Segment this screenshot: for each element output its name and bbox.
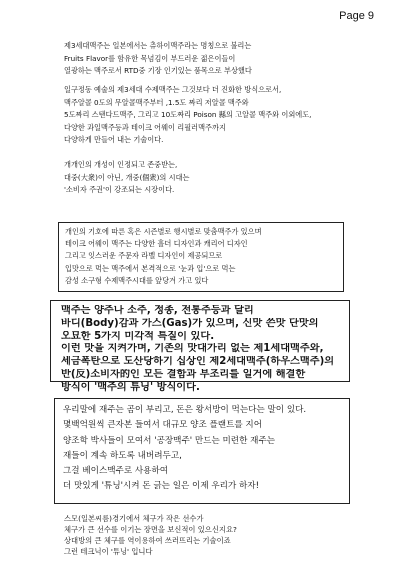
text-line: 열광하는 맥주로서 RTD중 기장 인기있는 품목으로 부상했다	[64, 66, 252, 75]
text-line: 맥주는 양주나 소주, 정종, 전통주등과 달리	[61, 305, 254, 316]
text-line: Fruits Flavor를 함유한 목넘김이 부드러운 젊은이들이	[64, 53, 236, 63]
text-line: 5도짜리 스탠다드맥주, 그리고 10도짜리 Poison 縣의 고알콜 맥주와 이외에도,	[64, 110, 312, 119]
text-line: 그런 테크닉이 '튜닝' 입니다	[64, 547, 153, 556]
text-line: 세금폭탄으로 도산당하기 십상인 제2세대맥주(하우스맥주)의	[61, 356, 335, 368]
page-number: Page 9	[339, 10, 374, 22]
text-line: 다양하게 만들어 내는 기술이다.	[64, 135, 164, 144]
text-line: 방식이 '맥주의 튜닝' 방식이다.	[61, 381, 200, 393]
text-line: 개개인의 개성이 인정되고 존중받는,	[64, 160, 178, 169]
text-line: 다양한 과일맥주등과 테이크 어웨이 리필러맥주까지	[64, 122, 226, 132]
paragraph-third-gen-beer	[64, 40, 360, 78]
text-line: 그리고 잇스러운 주문자 라벨 디자인이 제공되므로	[65, 251, 223, 261]
text-line: '소비자 주권'이 강조되는 시장이다.	[64, 185, 175, 194]
beer-tuning-box	[50, 300, 350, 393]
text-line: 대중(大衆)이 아닌, 개중(個衆)의 시대는	[64, 172, 190, 182]
text-line: 재들이 계속 하도록 내버려두고,	[63, 450, 182, 461]
text-line: 몇백억원씩 큰자본 들여서 대규모 양조 플랜트를 지어	[63, 420, 263, 431]
text-line: 맥주알콜 0도의 무알콜맥주부터 ,1.5도 짜리 저알콜 맥주와	[64, 97, 249, 107]
text-line: 제3세대맥주는 일본에서는 츄하이맥주라는 명칭으로 불리는	[64, 41, 252, 50]
text-line: 더 맛있게 '튜닝'시켜 돈 긁는 일은 이제 우리가 하자!	[63, 481, 260, 492]
text-line: 그걸 베이스맥주로 사용하여	[63, 466, 169, 477]
text-line: 테이크 어웨이 맥주는 다양한 흘더 디자인과 캐리어 디자인	[65, 239, 248, 249]
text-line: 반(反)소비자的인 모든 결함과 부조리를 일거에 해결한	[61, 368, 306, 380]
text-line: 일구정동 예술의 제3세대 수제맥주는 그것보다 더 진화한 방식으로서,	[64, 85, 282, 94]
text-line: 개인의 기호에 따른 혹은 시즌별로 행시별로 맞춤맥주가 있으며	[65, 227, 262, 236]
text-line: 입맛으로 먹는 맥주에서 본격적으로 '눈과 입'으로 먹는	[65, 263, 236, 273]
paragraph-craft-beer-method	[64, 84, 360, 147]
text-line: 감성 소구형 수제맥주시대를 앞당겨 가고 있다	[65, 275, 209, 285]
text-line: 우리말에 재주는 곰이 부리고, 돈은 왕서방이 먹는다는 말이 있다.	[63, 405, 307, 415]
text-line: 이런 맛을 지켜가며, 기존의 맛대가리 없는 제1세대맥주와,	[61, 343, 324, 355]
paragraph-consumer-sovereignty	[64, 159, 360, 197]
paragraph-sumo-analogy	[64, 513, 364, 557]
text-line: 양조학 박사들이 모여서 '공장맥주' 만드는 미련한 재주는	[63, 435, 276, 446]
text-line: 상대방의 큰 체구를 역이용하여 쓰러뜨리는 기술이죠	[64, 536, 231, 545]
text-line: 오묘한 5가지 미각적 특질이 있다.	[61, 330, 215, 342]
custom-beer-box	[58, 222, 344, 292]
text-line: 바디(Body)감과 가스(Gas)가 있으며, 신맛 쓴맛 단맛의	[61, 317, 319, 329]
proverb-box	[54, 398, 350, 504]
text-line: 스모(일본씨름)경기에서 체구가 작은 선수가	[64, 514, 204, 523]
text-line: 체구가 큰 선수를 이기는 장면을 보신적이 있으신지요?	[64, 525, 237, 534]
